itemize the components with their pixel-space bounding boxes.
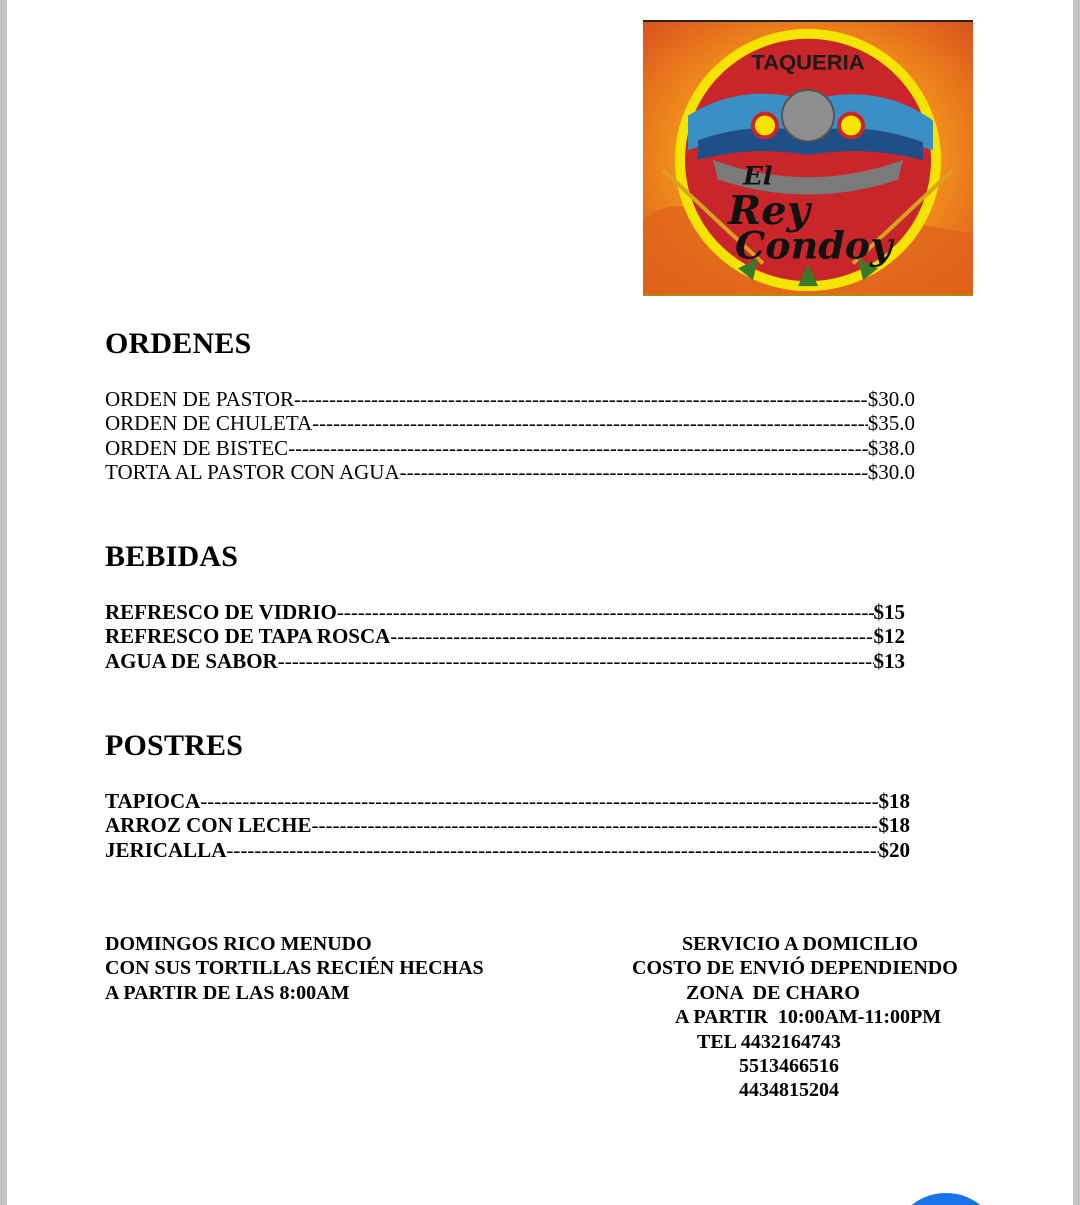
dot-leader [278, 649, 874, 673]
item-name: JERICALLA [105, 837, 227, 862]
list-item [105, 624, 905, 648]
footer-right-line: A PARTIR 10:00AM-11:00PM [675, 1006, 942, 1029]
item-price: $13 [873, 648, 905, 673]
dot-leader [390, 624, 873, 648]
footer-right-line: SERVICIO A DOMICILIO [682, 933, 919, 955]
dot-leader [400, 460, 868, 484]
footer-left-line: A PARTIR DE LAS 8:00AM [105, 981, 350, 1004]
list-item [105, 838, 910, 862]
list-postres [105, 789, 910, 862]
item-price: $12 [873, 624, 905, 649]
taqueria-logo [643, 20, 973, 296]
floating-action-button[interactable] [891, 1193, 1001, 1205]
dot-leader [337, 600, 874, 624]
item-name: REFRESCO DE VIDRIO [105, 600, 337, 624]
dot-leader [226, 838, 878, 862]
item-name: ARROZ CON LECHE [105, 813, 312, 838]
item-price: $20 [878, 837, 910, 862]
logo-script-2: Rey [728, 188, 810, 234]
item-price: $18 [878, 813, 910, 838]
list-ordenes [105, 387, 915, 485]
section-title-postres: POSTRES [105, 729, 244, 762]
phone-line: 4434815204 [739, 1079, 839, 1102]
list-item [105, 649, 905, 673]
footer-left-line: DOMINGOS RICO MENUDO [105, 933, 372, 955]
footer-right-line: ZONA DE CHARO [686, 981, 860, 1004]
dot-leader [312, 411, 868, 435]
footer-right-line: COSTO DE ENVIÓ DEPENDIENDO [632, 957, 958, 980]
dot-leader [200, 789, 878, 813]
item-name: ORDEN DE BISTEC [105, 435, 289, 460]
list-item [105, 411, 915, 435]
item-price: $30.0 [867, 460, 915, 485]
menu-page [7, 0, 1073, 1205]
sunday-menudo-note [105, 932, 484, 1005]
list-bebidas [105, 600, 905, 673]
item-name: ORDEN DE CHULETA [105, 411, 313, 436]
list-item [105, 600, 905, 624]
item-price: $18 [878, 789, 910, 813]
section-title-ordenes: ORDENES [105, 327, 252, 360]
logo-script-3: Condoy [735, 223, 893, 268]
list-item [105, 387, 915, 411]
section-title-bebidas: BEBIDAS [105, 540, 239, 573]
dot-leader [294, 387, 868, 411]
item-price: $35.0 [867, 411, 915, 436]
phone-line: 5513466516 [739, 1055, 839, 1078]
item-price: $38.0 [867, 435, 915, 460]
delivery-info [607, 932, 1007, 1103]
dot-leader [288, 436, 868, 460]
list-item [105, 436, 915, 460]
footer-left-line: CON SUS TORTILLAS RECIÉN HECHAS [105, 957, 484, 980]
item-name: TAPIOCA [105, 789, 201, 813]
item-name: TORTA AL PASTOR CON AGUA [105, 460, 400, 485]
phone-line: TEL 4432164743 [697, 1030, 841, 1053]
logo-top-text: TAQUERIA [751, 49, 865, 75]
list-item [105, 460, 915, 484]
item-name: AGUA DE SABOR [105, 648, 278, 673]
item-price: $30.0 [867, 387, 915, 411]
list-item [105, 813, 910, 837]
logo-script-1: El [743, 161, 773, 192]
list-item [105, 789, 910, 813]
dot-leader [312, 813, 879, 837]
item-price: $15 [873, 600, 905, 624]
item-name: ORDEN DE PASTOR [105, 387, 295, 411]
item-name: REFRESCO DE TAPA ROSCA [105, 624, 391, 649]
